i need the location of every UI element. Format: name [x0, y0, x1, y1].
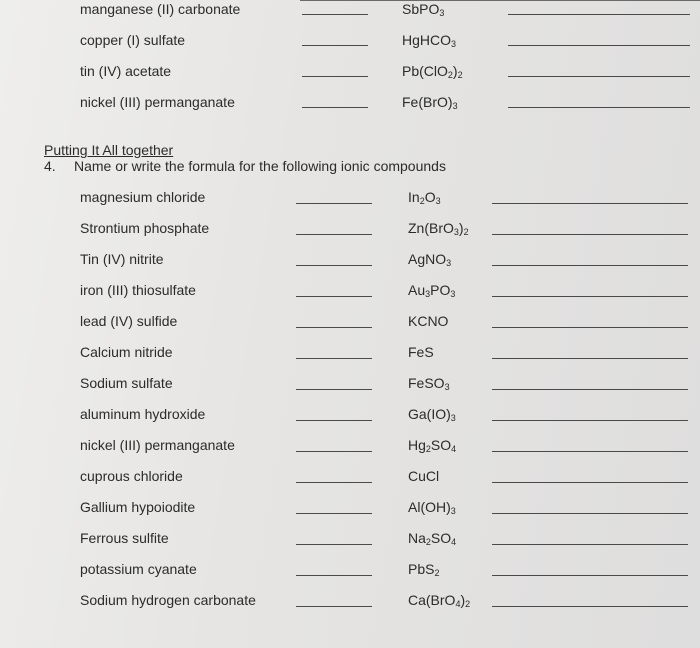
answer-blank-name[interactable] — [492, 358, 688, 359]
answer-blank-formula[interactable] — [296, 265, 372, 266]
answer-blank-name[interactable] — [492, 234, 688, 235]
compound-name: aluminum hydroxide — [80, 406, 206, 422]
answer-blank-name[interactable] — [492, 482, 688, 483]
compound-name: Calcium nitride — [80, 344, 173, 360]
answer-blank-formula[interactable] — [302, 14, 368, 15]
compound-name: cuprous chloride — [80, 468, 183, 484]
compound-formula: $Na_2SO_4$ — [408, 530, 457, 547]
compound-name: Sodium hydrogen carbonate — [80, 592, 256, 608]
list-item — [0, 592, 700, 616]
answer-blank-name[interactable] — [508, 45, 690, 46]
list-item — [0, 468, 700, 492]
compound-name: nickel (III) permanganate — [80, 437, 235, 453]
section-4-instruction: Name or write the formula for the following ionic compounds — [74, 158, 446, 174]
answer-blank-name[interactable] — [508, 107, 690, 108]
compound-name: Tin (IV) nitrite — [80, 251, 164, 267]
list-item — [0, 406, 700, 430]
answer-blank-formula[interactable] — [296, 296, 372, 297]
list-item — [0, 1, 700, 25]
section-4-title: Putting It All together — [44, 142, 174, 158]
answer-blank-formula[interactable] — [296, 203, 372, 204]
answer-blank-name[interactable] — [492, 575, 688, 576]
compound-formula: PbS$_2$ — [408, 561, 440, 578]
compound-name: iron (III) thiosulfate — [80, 282, 196, 298]
list-item — [0, 313, 700, 337]
compound-formula: SbPO$_3$ — [402, 1, 445, 18]
compound-name: manganese (II) carbonate — [80, 1, 241, 17]
answer-blank-name[interactable] — [492, 513, 688, 514]
answer-blank-formula[interactable] — [296, 358, 372, 359]
list-item — [0, 282, 700, 306]
compound-name: nickel (III) permanganate — [80, 94, 235, 110]
compound-name: magnesium chloride — [80, 189, 206, 205]
answer-blank-formula[interactable] — [296, 389, 372, 390]
list-item — [0, 251, 700, 275]
list-item — [0, 63, 700, 87]
list-item — [0, 437, 700, 461]
compound-formula: FeS — [408, 344, 434, 360]
answer-blank-name[interactable] — [492, 544, 688, 545]
compound-formula: $Zn(BrO_3)_2$ — [408, 220, 469, 237]
compound-formula: AgNO$_3$ — [408, 251, 452, 268]
compound-name: potassium cyanate — [80, 561, 197, 577]
list-item — [0, 530, 700, 554]
compound-formula: KCNO — [408, 313, 449, 329]
compound-formula: CuCl — [408, 468, 440, 484]
answer-blank-formula[interactable] — [302, 107, 368, 108]
compound-name: Strontium phosphate — [80, 220, 210, 236]
list-item — [0, 561, 700, 585]
compound-formula: $Ca(BrO_4)_2$ — [408, 592, 471, 609]
answer-blank-formula[interactable] — [296, 327, 372, 328]
answer-blank-formula[interactable] — [296, 513, 372, 514]
answer-blank-name[interactable] — [508, 76, 690, 77]
answer-blank-formula[interactable] — [296, 234, 372, 235]
answer-blank-formula[interactable] — [296, 575, 372, 576]
compound-name: Gallium hypoiodite — [80, 499, 196, 515]
answer-blank-name[interactable] — [492, 296, 688, 297]
list-item — [0, 220, 700, 244]
list-item — [0, 344, 700, 368]
compound-formula: $Ga(IO)_3$ — [408, 406, 456, 423]
compound-name: Ferrous sulfite — [80, 530, 169, 546]
answer-blank-name[interactable] — [492, 327, 688, 328]
answer-blank-formula[interactable] — [296, 544, 372, 545]
answer-blank-formula[interactable] — [296, 420, 372, 421]
compound-formula: HgHCO$_3$ — [402, 32, 457, 49]
answer-blank-formula[interactable] — [302, 76, 368, 77]
answer-blank-formula[interactable] — [296, 606, 372, 607]
compound-formula: FeSO$_3$ — [408, 375, 450, 392]
compound-name: lead (IV) sulfide — [80, 313, 178, 329]
list-item — [0, 375, 700, 399]
answer-blank-formula[interactable] — [296, 482, 372, 483]
section-4-number: 4. — [44, 158, 56, 174]
list-item — [0, 499, 700, 523]
answer-blank-name[interactable] — [492, 606, 688, 607]
answer-blank-name[interactable] — [508, 14, 690, 15]
compound-formula: $Pb(ClO_2)_2$ — [402, 63, 463, 80]
answer-blank-name[interactable] — [492, 203, 688, 204]
compound-formula: $Fe(BrO)_3$ — [402, 94, 458, 111]
compound-formula: $In_2O_3$ — [408, 189, 441, 206]
compound-name: Sodium sulfate — [80, 375, 173, 391]
compound-formula: $Hg_2SO_4$ — [408, 437, 457, 454]
answer-blank-name[interactable] — [492, 451, 688, 452]
answer-blank-formula[interactable] — [296, 451, 372, 452]
compound-formula: $Al(OH)_3$ — [408, 499, 456, 516]
answer-blank-name[interactable] — [492, 265, 688, 266]
list-item — [0, 94, 700, 118]
answer-blank-name[interactable] — [492, 420, 688, 421]
compound-name: tin (IV) acetate — [80, 63, 172, 79]
list-item — [0, 32, 700, 56]
answer-blank-name[interactable] — [492, 389, 688, 390]
compound-name: copper (I) sulfate — [80, 32, 186, 48]
list-item — [0, 189, 700, 213]
answer-blank-formula[interactable] — [302, 45, 368, 46]
compound-formula: $Au_3PO_3$ — [408, 282, 456, 299]
